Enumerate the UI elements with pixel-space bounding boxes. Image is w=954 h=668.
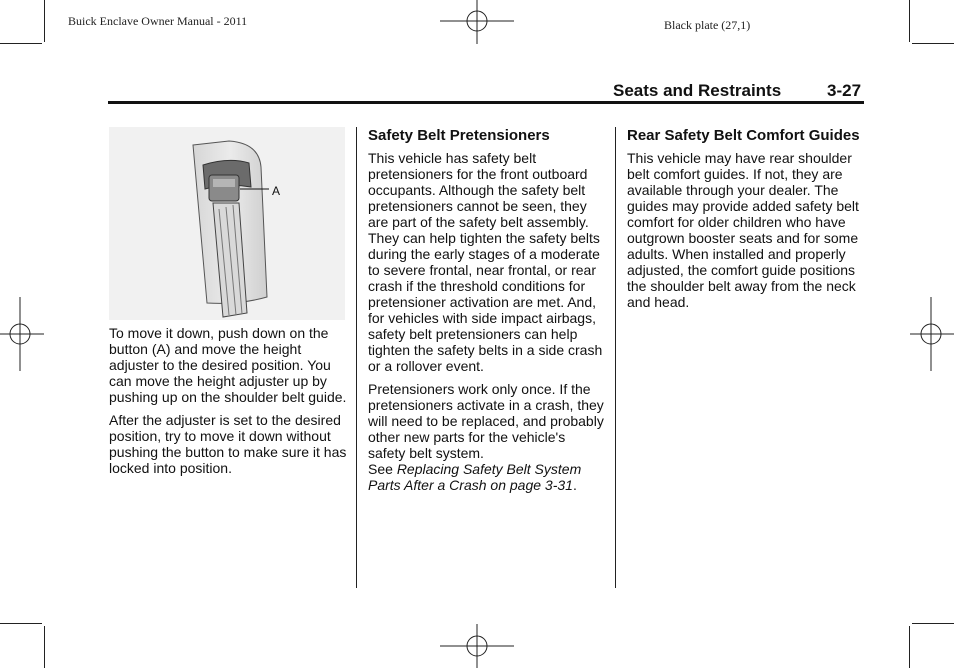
- paragraph: This vehicle may have rear shoulder belt comfort guides. If not, they are available through your dealer. The guides may provide added safety belt comfort for older children who have outgrown booster seats and for some adults. When installed and properly adjusted, the comfort guide positions the shoulder belt away from the neck and head.: [627, 150, 859, 310]
- crop-mark: [44, 0, 45, 42]
- height-adjuster-illustration: [109, 127, 345, 320]
- plate-info: Black plate (27,1): [664, 18, 751, 32]
- crop-mark: [0, 623, 42, 624]
- section-title: Seats and Restraints: [613, 81, 782, 100]
- registration-mark-left: [0, 297, 44, 371]
- manual-title: Buick Enclave Owner Manual - 2011: [68, 14, 248, 28]
- crop-mark: [909, 626, 910, 668]
- page-number: 3-27: [827, 81, 862, 100]
- crop-mark: [44, 626, 45, 668]
- header-rule: [108, 101, 864, 104]
- crop-mark: [0, 43, 42, 44]
- callout-label-a: A: [272, 184, 281, 198]
- section-heading: Safety Belt Pretensioners: [368, 127, 550, 144]
- column-1: [109, 325, 347, 483]
- see-prefix: See: [368, 461, 397, 477]
- registration-mark-bottom: [440, 624, 514, 668]
- paragraph: [368, 381, 604, 493]
- cross-reference-link[interactable]: Replacing Safety Belt System Parts After a Crash on page 3-31: [368, 461, 582, 493]
- registration-mark-top: [440, 0, 514, 44]
- paragraph: To move it down, push down on the button (A) and move the height adjuster to the desired position. You can move the height adjuster up by pushing up on the shoulder belt guide.: [109, 325, 347, 405]
- crop-mark: [912, 623, 954, 624]
- column-divider: [356, 127, 357, 588]
- section-heading: Rear Safety Belt Comfort Guides: [627, 127, 860, 144]
- paragraph: This vehicle has safety belt pretensioners for the front outboard occupants. Although the safety belt pretensioners cannot be seen, they are part of the safety belt assembly. They can help tighten the safety belts during the early stages of a moderate to severe frontal, near frontal, or rear crash if the threshold conditions for pretensioner activation are met. And, for vehicles with side impact airbags, safety belt pretensioners can help tighten the safety belts in a side crash or a rollover event.: [368, 150, 603, 374]
- paragraph-text: Pretensioners work only once. If the pretensioners activate in a crash, they will need to be replaced, and probably other new parts for the vehicle's safety belt system.: [368, 381, 604, 461]
- belt-guide-drawing: [109, 127, 345, 320]
- column-3: [627, 126, 867, 317]
- registration-mark-right: [910, 297, 954, 371]
- crop-mark: [912, 43, 954, 44]
- crop-mark: [909, 0, 910, 42]
- column-divider: [615, 127, 616, 588]
- see-suffix: .: [572, 477, 577, 493]
- paragraph: After the adjuster is set to the desired position, try to move it down without pushing the button to make sure it has locked into position.: [109, 412, 347, 476]
- column-2: [368, 126, 604, 500]
